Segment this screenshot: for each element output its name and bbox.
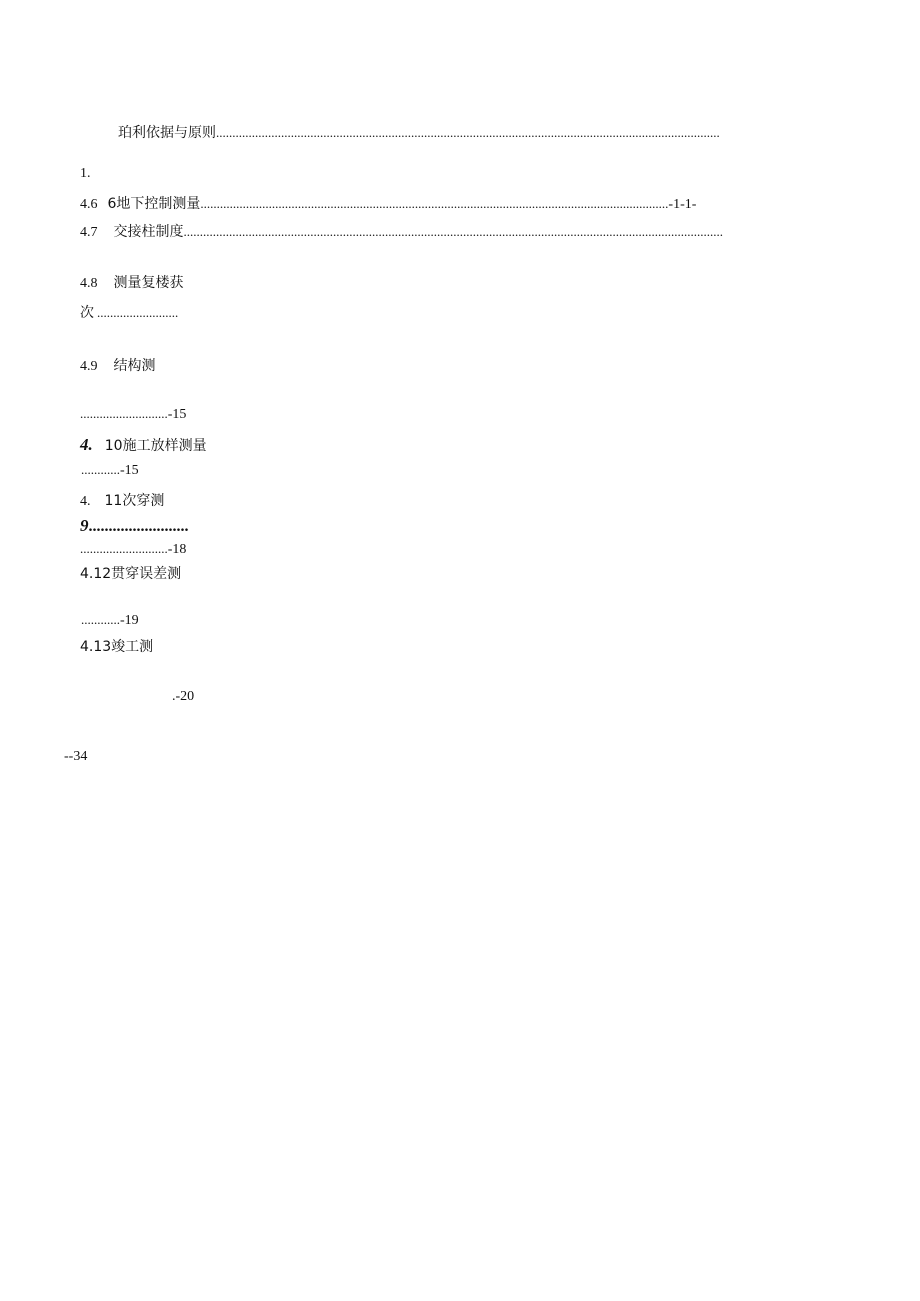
toc-leader: ........................... <box>80 406 168 421</box>
toc-page-number: -15 <box>167 407 187 422</box>
toc-number: 9 <box>80 516 89 535</box>
toc-leader: ............ <box>81 612 120 627</box>
toc-entry-4-9[interactable] <box>80 357 156 376</box>
toc-page-number: -1-1- <box>668 197 697 212</box>
toc-leader: ...................................................................................................................................................................... <box>183 224 723 239</box>
toc-label: 交接柱制度 <box>113 224 184 240</box>
toc-entry-4-11-page <box>80 540 186 559</box>
toc-label: 结构测 <box>113 358 156 374</box>
toc-number: 4.6 <box>80 197 98 212</box>
toc-label: 测量复楼获 <box>113 275 184 291</box>
toc-entry-4-11-cont <box>80 517 189 536</box>
toc-leader: ........................................................................................................................................................... <box>216 125 720 140</box>
toc-leader: ......................... <box>97 305 179 320</box>
toc-label: 珀利依据与原则 <box>118 125 216 141</box>
toc-page-number: -15 <box>120 463 139 478</box>
toc-entry-4-7[interactable] <box>80 223 723 242</box>
toc-number: 4.8 <box>80 276 98 291</box>
toc-number: 4.7 <box>80 225 98 240</box>
toc-number: 4.9 <box>80 359 98 374</box>
toc-entry-4-8[interactable] <box>80 274 184 293</box>
toc-entry-4-13[interactable] <box>80 638 153 656</box>
toc-page-number: -18 <box>167 542 187 557</box>
toc-entry-4-11[interactable] <box>80 492 164 511</box>
toc-entry-4-6[interactable] <box>80 195 696 214</box>
toc-entry-4-9-page <box>80 405 186 424</box>
toc-label: 10施工放样测量 <box>104 438 207 454</box>
toc-entry-4-10-page <box>81 461 139 480</box>
toc-entry-basis[interactable] <box>118 124 720 142</box>
toc-page-number: --34 <box>64 749 88 764</box>
toc-page-number: -19 <box>120 613 139 628</box>
toc-entry-4-12-page <box>81 611 139 630</box>
toc-label: 4.12贯穿误差测 <box>80 566 182 582</box>
toc-entry-4-12[interactable] <box>80 565 181 583</box>
toc-number: 1. <box>80 166 91 181</box>
toc-label: 6地下控制测量 <box>107 196 201 212</box>
toc-number: 4. <box>80 435 93 454</box>
toc-label: 次 <box>80 305 94 321</box>
toc-leader: ........................... <box>80 541 168 556</box>
toc-entry-4-10[interactable] <box>80 436 207 455</box>
toc-leader: ............ <box>81 462 120 477</box>
toc-page-number: .-20 <box>172 689 195 704</box>
toc-number: 4. <box>80 494 91 509</box>
toc-leader: ......................... <box>88 518 189 535</box>
toc-leader: ................................................................................................................................................ <box>200 196 669 211</box>
toc-entry-4-8-cont <box>80 304 178 322</box>
toc-label: 4.13竣工测 <box>80 639 154 655</box>
toc-label: 11次穿测 <box>104 493 165 509</box>
